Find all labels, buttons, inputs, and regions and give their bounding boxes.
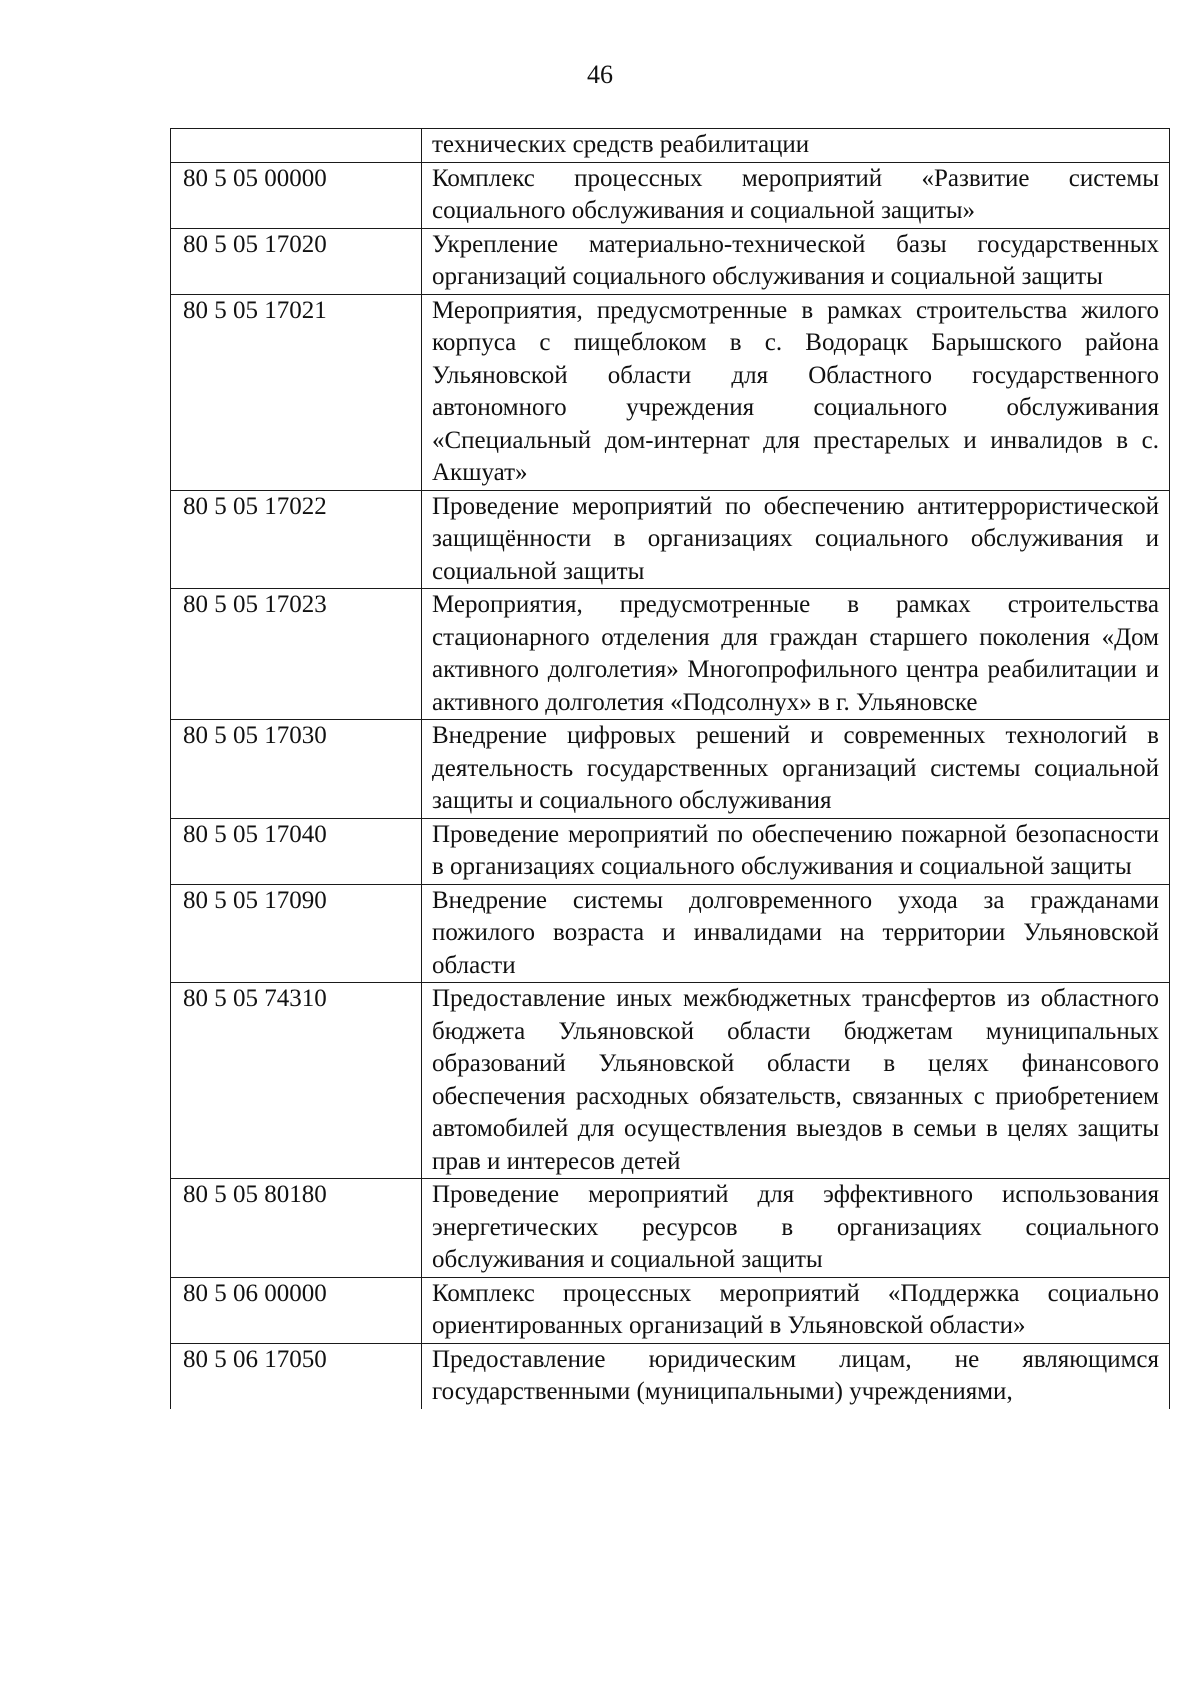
row-description: Проведение мероприятий для эффективного использования энергетических ресурсов в организациях социального обслуживания и социальной защиты [422,1179,1170,1278]
page-number: 46 [587,60,613,89]
row-description: технических средств реабилитации [422,129,1170,163]
table-row [171,1179,1170,1278]
row-description: Комплекс процессных мероприятий «Поддержка социально ориентированных организаций в Ульяновской области» [422,1277,1170,1343]
row-code: 80 5 06 00000 [171,1277,422,1343]
row-code: 80 5 05 17023 [171,589,422,720]
row-description: Внедрение цифровых решений и современных технологий в деятельность государственных организаций системы социальной защиты и социального обслуживания [422,720,1170,819]
table-row [171,490,1170,589]
table-row [171,294,1170,490]
row-code: 80 5 05 00000 [171,162,422,228]
row-description: Мероприятия, предусмотренные в рамках строительства стационарного отделения для граждан старшего поколения «Дом активного долголетия» Многопрофильного центра реабилитации и активного долголетия «Подсолнух» в г. Ульяновске [422,589,1170,720]
table-row [171,162,1170,228]
row-description: Проведение мероприятий по обеспечению пожарной безопасности в организациях социального обслуживания и социальной защиты [422,818,1170,884]
row-code: 80 5 05 17090 [171,884,422,983]
row-code: 80 5 05 17022 [171,490,422,589]
table-row [171,884,1170,983]
table-row [171,983,1170,1179]
row-code [171,129,422,163]
table-row [171,720,1170,819]
row-code: 80 5 05 74310 [171,983,422,1179]
row-description: Проведение мероприятий по обеспечению антитеррористической защищённости в организациях социального обслуживания и социальной защиты [422,490,1170,589]
table-row [171,129,1170,163]
classification-table [170,128,1170,1409]
row-code: 80 5 05 17021 [171,294,422,490]
row-description: Мероприятия, предусмотренные в рамках строительства жилого корпуса с пищеблоком в с. Водорацк Барышского района Ульяновской области для Областного государственного автономного учреждения социального обслуживания «Специальный дом-интернат для престарелых и инвалидов в с. Акшуат» [422,294,1170,490]
row-description: Комплекс процессных мероприятий «Развитие системы социального обслуживания и социальной защиты» [422,162,1170,228]
row-code: 80 5 05 80180 [171,1179,422,1278]
table-row [171,1343,1170,1409]
table-row [171,228,1170,294]
row-code: 80 5 06 17050 [171,1343,422,1409]
row-description: Внедрение системы долговременного ухода за гражданами пожилого возраста и инвалидами на территории Ульяновской области [422,884,1170,983]
table-row [171,589,1170,720]
row-description: Укрепление материально-технической базы государственных организаций социального обслуживания и социальной защиты [422,228,1170,294]
row-code: 80 5 05 17040 [171,818,422,884]
table-row [171,1277,1170,1343]
row-code: 80 5 05 17030 [171,720,422,819]
row-description: Предоставление иных межбюджетных трансфертов из областного бюджета Ульяновской области бюджетам муниципальных образований Ульяновской области в целях финансового обеспечения расходных обязательств, связанных с приобретением автомобилей для осуществления выездов в семьи в целях защиты прав и интересов детей [422,983,1170,1179]
row-code: 80 5 05 17020 [171,228,422,294]
table-row [171,818,1170,884]
row-description: Предоставление юридическим лицам, не являющимся государственными (муниципальными) учреждениями, [422,1343,1170,1409]
